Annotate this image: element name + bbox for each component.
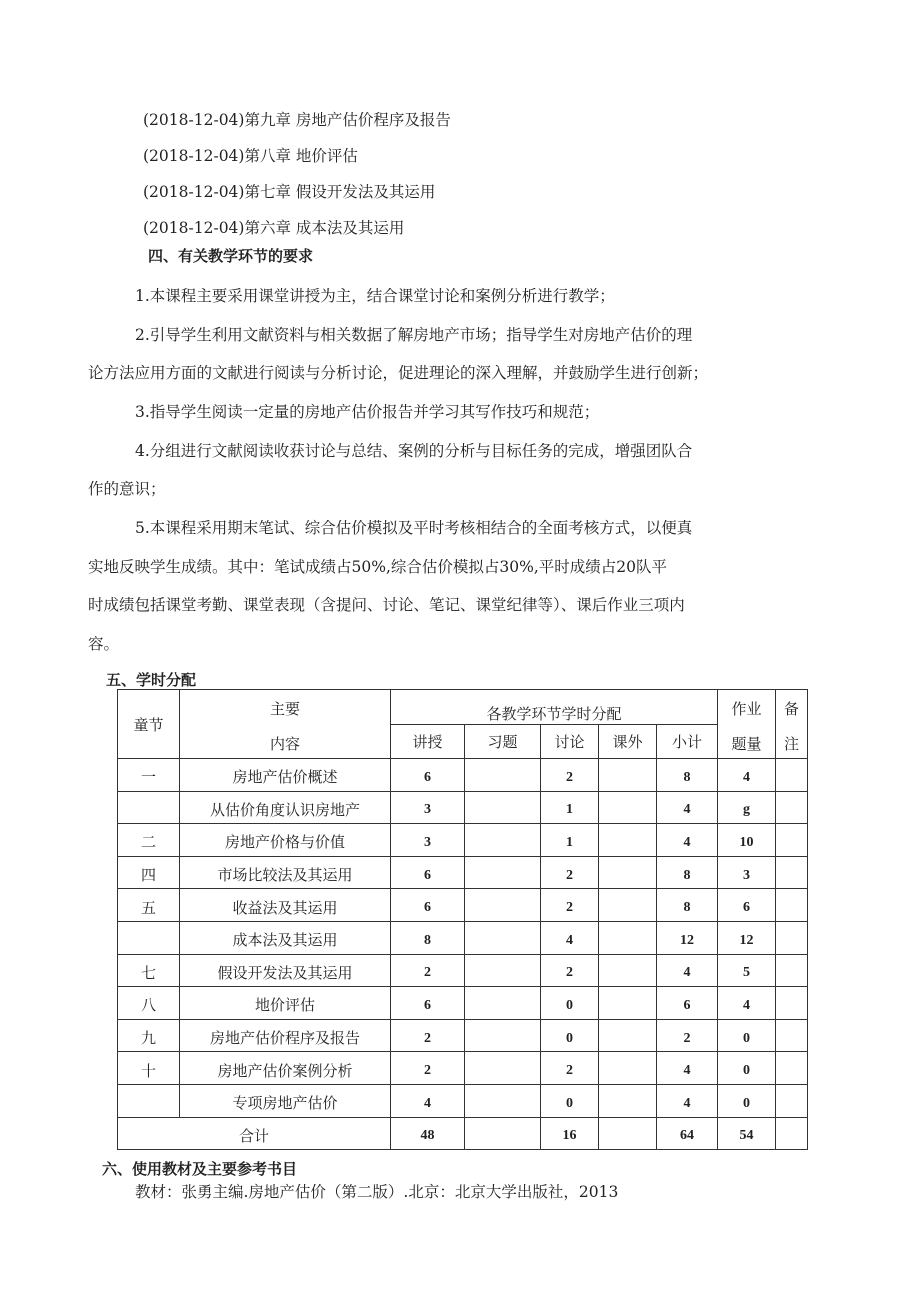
cell-chapter [118,921,180,954]
cell-lecture: 2 [391,1052,465,1085]
cell-content: 成本法及其运用 [180,921,391,954]
hours-table [117,689,808,1150]
table-row [118,889,808,922]
cell-homework: 10 [718,824,776,857]
cell-discussion: 0 [541,1084,599,1117]
total-label: 合计 [118,1117,391,1149]
section4-title: 四、有关教学环节的要求 [148,247,314,265]
cell-subtotal: 8 [657,889,718,922]
total-lecture: 48 [391,1117,465,1149]
cell-chapter: 九 [118,1019,180,1052]
total-homework: 54 [718,1117,776,1149]
cell-subtotal: 8 [657,856,718,889]
cell-discussion: 2 [541,1052,599,1085]
cell-lecture: 6 [391,759,465,792]
cell-discussion: 1 [541,824,599,857]
cell-discussion: 2 [541,889,599,922]
cell-note [776,921,808,954]
section5-title: 五、学时分配 [106,671,197,689]
table-body [118,759,808,1118]
cell-content: 收益法及其运用 [180,889,391,922]
cell-lecture: 6 [391,987,465,1020]
table-row [118,1084,808,1117]
table-row [118,987,808,1020]
header-subtotal: 小计 [657,724,718,759]
header-hw-top: 作业 [731,700,762,718]
cell-exercise [465,889,541,922]
cell-homework: 0 [718,1084,776,1117]
cell-chapter: 七 [118,954,180,987]
chapter-link-6[interactable]: (2018-12-04)第六章 成本法及其运用 [143,219,405,237]
cell-note [776,824,808,857]
cell-lecture: 8 [391,921,465,954]
cell-extra [599,791,657,824]
cell-subtotal: 4 [657,1084,718,1117]
header-extra: 课外 [599,724,657,759]
cell-extra [599,1084,657,1117]
table-row [118,921,808,954]
cell-chapter [118,1084,180,1117]
cell-discussion: 0 [541,987,599,1020]
table-row [118,856,808,889]
chapter-link-9[interactable]: (2018-12-04)第九章 房地产估价程序及报告 [143,111,451,129]
cell-note [776,954,808,987]
cell-homework: 4 [718,987,776,1020]
textbook-line: 教材：张勇主编.房地产估价（第二版）.北京：北京大学出版社，2013 [135,1183,619,1201]
cell-lecture: 2 [391,954,465,987]
cell-extra [599,759,657,792]
section4-line: 容。 [88,635,120,653]
cell-subtotal: 6 [657,987,718,1020]
cell-lecture: 3 [391,791,465,824]
header-note [776,690,808,759]
section4-line: 3.指导学生阅读一定量的房地产估价报告并学习其写作技巧和规范； [135,403,600,421]
cell-extra [599,954,657,987]
cell-note [776,987,808,1020]
cell-note [776,856,808,889]
section4-line: 2.引导学生利用文献资料与相关数据了解房地产市场；指导学生对房地产估价的理 [135,326,693,344]
section4-line: 实地反映学生成绩。其中：笔试成绩占50%,综合估价模拟占30%,平时成绩占20队平 [88,558,667,576]
cell-extra [599,889,657,922]
cell-chapter: 二 [118,824,180,857]
cell-content: 市场比较法及其运用 [180,856,391,889]
total-row [118,1117,808,1149]
cell-lecture: 4 [391,1084,465,1117]
cell-content: 房地产估价案例分析 [180,1052,391,1085]
cell-chapter: 一 [118,759,180,792]
cell-note [776,759,808,792]
header-chapter: 童节 [118,690,180,759]
cell-exercise [465,824,541,857]
cell-subtotal: 4 [657,791,718,824]
table-row [118,1052,808,1085]
cell-content: 房地产估价程序及报告 [180,1019,391,1052]
header-main-content [180,690,391,759]
cell-note [776,791,808,824]
total-extra [599,1117,657,1149]
cell-chapter: 五 [118,889,180,922]
cell-chapter: 八 [118,987,180,1020]
section4-line: 时成绩包括课堂考勤、课堂表现（含提问、讨论、笔记、课堂纪律等）、课后作业三项内 [88,596,685,614]
cell-exercise [465,921,541,954]
cell-content: 假设开发法及其运用 [180,954,391,987]
cell-discussion: 4 [541,921,599,954]
section4-line: 4.分组进行文献阅读收获讨论与总结、案例的分析与目标任务的完成，增强团队合 [135,442,693,460]
cell-subtotal: 4 [657,1052,718,1085]
cell-exercise [465,1019,541,1052]
cell-note [776,889,808,922]
total-note [776,1117,808,1149]
cell-chapter: 四 [118,856,180,889]
cell-note [776,1052,808,1085]
table-row [118,791,808,824]
cell-chapter [118,791,180,824]
section4-line: 5.本课程采用期末笔试、综合估价模拟及平时考核相结合的全面考核方式，以便真 [135,519,693,537]
cell-lecture: 6 [391,856,465,889]
cell-subtotal: 4 [657,824,718,857]
cell-homework: 0 [718,1019,776,1052]
cell-note [776,1084,808,1117]
header-group: 各教学环节学时分配 [391,690,718,725]
cell-discussion: 2 [541,856,599,889]
cell-homework: g [718,791,776,824]
cell-content: 地价评估 [180,987,391,1020]
cell-content: 房地产估价概述 [180,759,391,792]
total-discussion: 16 [541,1117,599,1149]
cell-content: 房地产价格与价值 [180,824,391,857]
section4-line: 作的意识； [88,480,166,498]
cell-extra [599,856,657,889]
cell-homework: 5 [718,954,776,987]
cell-discussion: 1 [541,791,599,824]
section6-title: 六、使用教材及主要参考书目 [102,1160,298,1178]
cell-lecture: 3 [391,824,465,857]
header-discussion: 讨论 [541,724,599,759]
cell-extra [599,824,657,857]
cell-homework: 12 [718,921,776,954]
cell-extra [599,987,657,1020]
table-row [118,1019,808,1052]
cell-subtotal: 12 [657,921,718,954]
cell-exercise [465,1084,541,1117]
header-homework [718,690,776,759]
cell-exercise [465,856,541,889]
cell-exercise [465,791,541,824]
header-hw-bottom: 题量 [731,735,762,753]
header-lecture: 讲授 [391,724,465,759]
total-subtotal: 64 [657,1117,718,1149]
cell-subtotal: 4 [657,954,718,987]
cell-discussion: 0 [541,1019,599,1052]
cell-extra [599,1052,657,1085]
cell-extra [599,921,657,954]
header-note-top: 备 [783,700,799,718]
cell-exercise [465,1052,541,1085]
cell-note [776,1019,808,1052]
header-main-top: 主要 [269,700,300,718]
table-row [118,759,808,792]
cell-lecture: 2 [391,1019,465,1052]
cell-homework: 0 [718,1052,776,1085]
header-exercise: 习题 [465,724,541,759]
cell-content: 专项房地产估价 [180,1084,391,1117]
table-row [118,954,808,987]
section4-line: 1.本课程主要采用课堂讲授为主，结合课堂讨论和案例分析进行教学； [135,287,615,305]
header-note-bottom: 注 [783,735,799,753]
cell-extra [599,1019,657,1052]
cell-subtotal: 2 [657,1019,718,1052]
cell-exercise [465,954,541,987]
cell-homework: 3 [718,856,776,889]
chapter-link-8[interactable]: (2018-12-04)第八章 地价评估 [143,147,358,165]
chapter-link-7[interactable]: (2018-12-04)第七章 假设开发法及其运用 [143,183,436,201]
cell-homework: 6 [718,889,776,922]
cell-lecture: 6 [391,889,465,922]
section4-line: 论方法应用方面的文献进行阅读与分析讨论，促进理论的深入理解，并鼓励学生进行创新； [88,364,709,382]
cell-content: 从估价角度认识房地产 [180,791,391,824]
header-main-bottom: 内容 [269,735,300,753]
cell-exercise [465,987,541,1020]
cell-discussion: 2 [541,759,599,792]
table-row [118,824,808,857]
cell-discussion: 2 [541,954,599,987]
total-exercise [465,1117,541,1149]
cell-exercise [465,759,541,792]
cell-subtotal: 8 [657,759,718,792]
cell-homework: 4 [718,759,776,792]
cell-chapter: 十 [118,1052,180,1085]
